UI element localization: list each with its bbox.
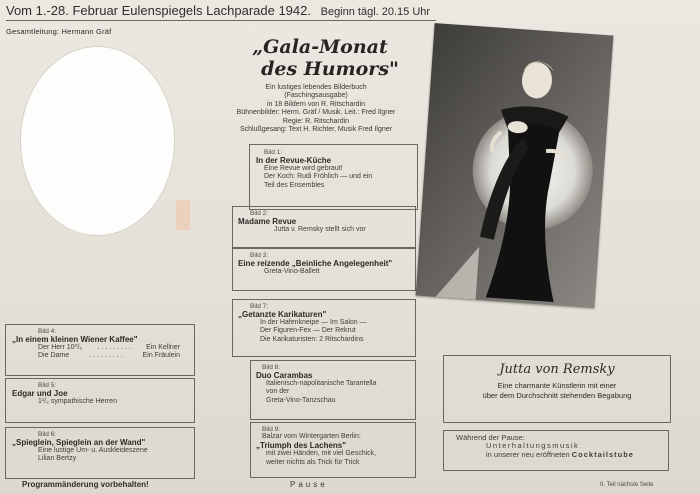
performer-illustration [416,23,614,308]
scene-label: Bild 5: [38,382,57,389]
credit-line: Ein lustiges lebendes Bilderbuch [265,84,367,91]
program-change-note: Programmänderung vorbehalten! [22,480,149,489]
scene-box-4 [5,324,195,376]
header-title [6,3,430,18]
header-rule [6,20,436,21]
scene-box-6 [5,427,195,479]
scene-line: Jutta v. Remsky stellt sich vor [274,226,366,233]
credit-line: Regie: R. Ritschardin [282,117,350,125]
scene-box-2 [232,206,416,248]
scene-line: Eine Revue wird gebraut! [264,165,343,172]
cast-row [12,344,188,352]
scene-box-9 [250,422,416,478]
scene-label: Bild 9: [262,426,281,433]
scene-line: Greta-Vino-Ballett [264,268,320,275]
scene-title: „Spieglein, Spieglein an der Wand" [12,438,146,447]
scene-line: Der Koch: Rudi Fröhlich — und ein [264,173,373,181]
scene-label: Bild 2: [250,210,269,217]
program-title-line-2: des Humors" [261,58,399,80]
scene-box-8 [250,360,416,420]
cast-name: Ein Kellner [146,344,180,351]
scene-line: Lilian Bertzy [38,455,77,463]
credit-line: (Faschingsausgabe) [284,92,348,100]
next-part-note: II. Teil nächste Seite [600,482,654,488]
scene-line: Teil des Ensembles [264,181,325,189]
program-title-line-1: „Gala-Monat [252,36,388,58]
credit-line: in 18 Bildern von R. Ritschardin [266,100,366,108]
artist-text-line: Eine charmante Künstlerin mit einer [497,381,617,390]
scene-title: Madame Revue [238,217,297,226]
artist-text-line: über dem Durchschnitt stehenden Begabung [482,391,632,400]
lead-credit: Gesamtleitung: Hermann Gräf [6,27,112,36]
scene-line: mit zwei Händen, mit viel Geschick, [266,450,377,458]
scene-subtitle: Balzar vom Wintergarten Berlin: [262,433,361,440]
cast-role: Der Herr 10⁰/₀ [38,344,83,351]
scene-line: Greta-Vino-Tanzschau [266,396,336,404]
artist-ad-box [443,355,671,423]
scene-box-7 [232,299,416,357]
pause-label: Pause [290,480,328,489]
scene-title: „Triumph des Lachens" [256,441,347,451]
artist-text [444,381,670,401]
scene-title: Edgar und Joe [12,389,68,398]
scene-label: Bild 8: [262,364,281,371]
scene-label: Bild 3: [250,252,269,259]
scene-line: von der [266,388,290,396]
scene-title: Eine reizende „Beinliche Angelegenheit" [238,259,393,268]
oval-cutout [21,47,174,235]
scene-line: weiter nichts als Trick für Trick [266,458,360,466]
scene-line: Italienisch-napolitanische Tarantella [266,380,377,387]
cast-dots: . . . . . . . . . [97,344,131,351]
program-title [210,36,410,80]
header-time: Beginn tägl. 20.15 Uhr [320,6,431,18]
pause-line [450,451,662,459]
scene-line: 1¹/₂ sympathische Herren [38,398,117,405]
pause-heading: Während der Pause: [456,433,525,442]
header-title-text: Vom 1.-28. Februar Eulenspiegels Lachparade 1942. [6,3,311,18]
scene-box-3 [232,248,416,291]
pause-venue: Cocktailstube [571,449,634,459]
scene-line: In der Hafenkneipe — Im Salon — [260,319,367,326]
scene-title: Duo Carambas [256,371,313,380]
credit-line: Schlußgesang: Text H. Richter, Musik Fred Ilgner [240,126,392,134]
scene-title: In der Revue-Küche [256,156,332,165]
scene-label: Bild 7: [250,303,269,310]
pause-line-text: in unserer neu eröffneten [486,449,570,459]
scene-line: Der Figuren-Fex — Der Rekrut [260,327,356,335]
performer-photo [416,23,614,308]
scene-label: Bild 1: [264,149,283,156]
pause-info-box [443,430,669,471]
scene-title: „In einem kleinen Wiener Kaffee" [12,335,138,344]
scene-box-1 [249,144,418,210]
cast-role: Die Dame [38,352,70,360]
artist-name: Jutta von Remsky [499,362,615,377]
credit-line: Bühnenbilder: Herm. Gräf / Musik. Leit.: Fred Ilgner [236,109,396,117]
scene-line: Eine lustige Um- u. Auskleideszene [38,447,148,454]
scene-label: Bild 4: [38,328,57,335]
pause-music: Unterhaltungsmusik [486,441,580,451]
scene-title: „Getanzte Karikaturen" [238,310,327,319]
cast-row [12,352,188,360]
scene-box-5 [5,378,195,423]
scene-line: Die Karikaturisten: 2 Ritschardins [260,335,364,343]
cast-name: Ein Fräulein [142,352,180,360]
cast-dots: . . . . . . . . . [89,352,123,360]
peach-mark [176,200,190,230]
credits-block [222,84,410,134]
scene-label: Bild 6: [38,431,57,438]
